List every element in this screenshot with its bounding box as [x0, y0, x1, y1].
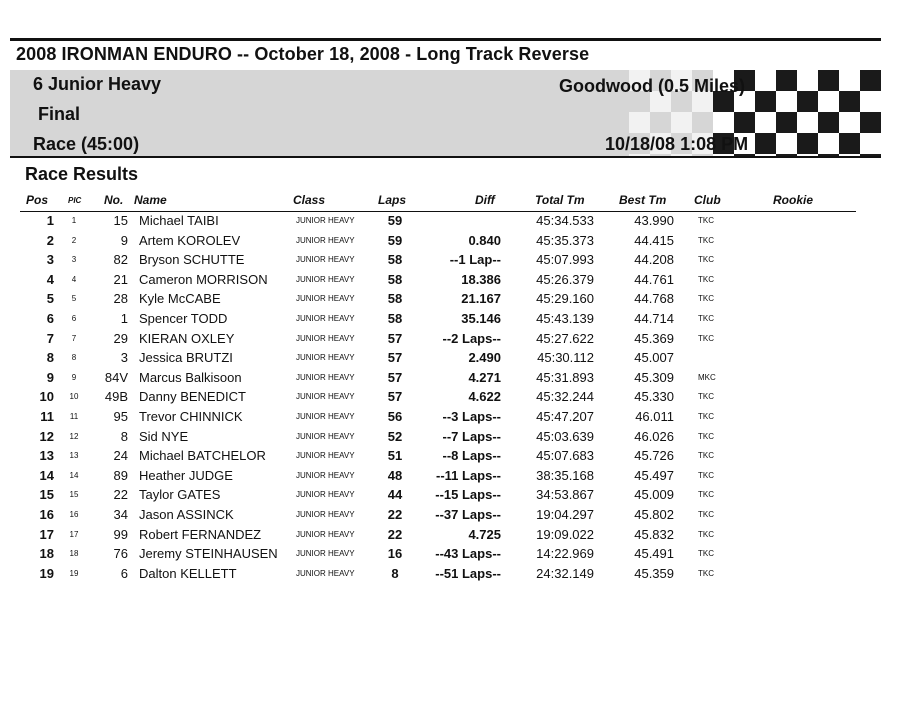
pos-cell: 8 [46, 350, 54, 366]
diff-cell: 4.725 [468, 526, 501, 542]
pic-cell: 8 [71, 353, 77, 363]
car-number-cell: 82 [113, 252, 128, 268]
car-number-cell: 15 [113, 213, 128, 228]
club-cell: TKC [698, 294, 714, 304]
car-number-cell: 29 [113, 330, 128, 346]
laps-cell: 59 [387, 232, 403, 248]
car-number-cell: 84V [104, 369, 128, 385]
table-row [0, 486, 900, 506]
total-time-cell: 45:32.244 [536, 389, 594, 405]
best-time-cell: 45.009 [634, 487, 674, 503]
best-time-cell: 45.007 [634, 350, 674, 366]
club-cell: TKC [698, 490, 714, 500]
diff-cell: 18.386 [461, 271, 501, 287]
col-header-best: Best Tm [619, 193, 667, 207]
club-cell: TKC [698, 255, 714, 265]
best-time-cell: 43.990 [634, 213, 674, 228]
driver-name-cell: Sid NYE [139, 428, 189, 444]
pos-cell: 3 [46, 252, 54, 268]
best-time-cell: 46.026 [634, 428, 674, 444]
table-row [0, 251, 900, 271]
diff-cell: 0.840 [468, 232, 501, 248]
car-number-cell: 8 [120, 428, 128, 444]
table-row [0, 526, 900, 546]
laps-cell: 58 [387, 252, 403, 268]
col-header-class: Class [293, 193, 326, 207]
table-row [0, 310, 900, 330]
class-cell: JUNIOR HEAVY [296, 255, 355, 265]
driver-name-cell: KIERAN OXLEY [139, 330, 235, 346]
class-cell: JUNIOR HEAVY [296, 529, 355, 539]
diff-cell: 21.167 [461, 291, 501, 307]
best-time-cell: 44.768 [634, 291, 674, 307]
results-table [0, 212, 900, 584]
pic-cell: 11 [69, 411, 79, 421]
laps-cell: 8 [391, 565, 399, 581]
club-cell: TKC [698, 216, 714, 225]
club-cell: TKC [698, 392, 714, 402]
driver-name-cell: Danny BENEDICT [139, 389, 246, 405]
laps-cell: 22 [387, 506, 403, 522]
driver-name-cell: Kyle McCABE [139, 291, 221, 307]
class-cell: JUNIOR HEAVY [296, 353, 355, 363]
pos-cell: 11 [40, 408, 54, 424]
pic-cell: 14 [69, 470, 79, 480]
col-header-total: Total Tm [535, 193, 585, 207]
pos-cell: 2 [46, 232, 54, 248]
class-cell: JUNIOR HEAVY [296, 216, 355, 225]
total-time-cell: 45:43.139 [536, 310, 594, 326]
total-time-cell: 45:31.893 [536, 369, 594, 385]
table-row [0, 545, 900, 565]
class-cell: JUNIOR HEAVY [296, 509, 355, 519]
best-time-cell: 44.415 [634, 232, 674, 248]
pic-cell: 15 [69, 490, 79, 500]
col-header-pic: PIC [68, 196, 82, 205]
class-label: 6 Junior Heavy [33, 74, 162, 94]
class-cell: JUNIOR HEAVY [296, 470, 355, 480]
best-time-cell: 45.802 [634, 506, 674, 522]
pic-cell: 6 [71, 313, 77, 323]
laps-cell: 56 [387, 408, 403, 424]
driver-name-cell: Spencer TODD [139, 310, 228, 326]
diff-cell: 4.622 [468, 389, 501, 405]
diff-cell: --15 Laps-- [435, 487, 501, 503]
laps-cell: 57 [387, 350, 403, 366]
pic-cell: 10 [69, 392, 79, 402]
club-cell: TKC [698, 451, 714, 461]
total-time-cell: 45:29.160 [536, 291, 594, 307]
track-label: Goodwood (0.5 Miles) [559, 76, 746, 96]
session-label: Final [38, 104, 81, 124]
best-time-cell: 45.726 [634, 448, 674, 464]
pos-cell: 4 [46, 271, 54, 287]
diff-cell: --51 Laps-- [435, 565, 501, 581]
driver-name-cell: Jeremy STEINHAUSEN [139, 546, 278, 562]
pos-cell: 6 [46, 310, 54, 326]
diff-cell: --8 Laps-- [442, 448, 501, 464]
diff-cell: --7 Laps-- [442, 428, 501, 444]
pos-cell: 5 [46, 291, 54, 307]
pos-cell: 10 [39, 389, 54, 405]
laps-cell: 48 [387, 467, 403, 483]
pos-cell: 1 [46, 213, 54, 228]
club-cell: TKC [698, 568, 714, 578]
driver-name-cell: Jason ASSINCK [139, 506, 234, 522]
car-number-cell: 76 [113, 546, 128, 562]
race-label: Race (45:00) [33, 134, 140, 154]
col-header-club: Club [694, 193, 721, 207]
driver-name-cell: Michael TAIBI [139, 213, 219, 228]
pic-cell: 16 [69, 509, 79, 519]
col-header-laps: Laps [378, 193, 407, 207]
pic-cell: 9 [71, 372, 77, 382]
diff-cell: --37 Laps-- [435, 506, 501, 522]
car-number-cell: 95 [113, 408, 128, 424]
laps-cell: 57 [387, 330, 403, 346]
class-cell: JUNIOR HEAVY [296, 411, 355, 421]
diff-cell: --3 Laps-- [442, 408, 501, 424]
pos-cell: 17 [39, 526, 54, 542]
car-number-cell: 6 [120, 565, 128, 581]
pic-cell: 2 [71, 235, 77, 245]
pos-cell: 18 [39, 546, 54, 562]
club-cell: TKC [698, 549, 714, 559]
table-row [0, 349, 900, 369]
table-row [0, 506, 900, 526]
total-time-cell: 45:47.207 [536, 408, 594, 424]
pic-cell: 1 [71, 216, 77, 225]
laps-cell: 57 [387, 389, 403, 405]
table-row [0, 447, 900, 467]
best-time-cell: 44.714 [634, 310, 674, 326]
best-time-cell: 45.330 [634, 389, 674, 405]
diff-cell: 4.271 [468, 369, 501, 385]
driver-name-cell: Cameron MORRISON [139, 271, 268, 287]
class-cell: JUNIOR HEAVY [296, 451, 355, 461]
laps-cell: 51 [387, 448, 403, 464]
table-row [0, 232, 900, 252]
table-row [0, 428, 900, 448]
laps-cell: 57 [387, 369, 403, 385]
laps-cell: 58 [387, 271, 403, 287]
best-time-cell: 45.497 [634, 467, 674, 483]
driver-name-cell: Robert FERNANDEZ [139, 526, 262, 542]
car-number-cell: 89 [113, 467, 128, 483]
pic-cell: 19 [69, 568, 79, 578]
driver-name-cell: Taylor GATES [139, 487, 221, 503]
pos-cell: 19 [39, 565, 54, 581]
pic-cell: 13 [69, 451, 79, 461]
col-header-diff: Diff [475, 193, 495, 207]
best-time-cell: 45.309 [634, 369, 674, 385]
best-time-cell: 45.359 [634, 565, 674, 581]
car-number-cell: 34 [113, 506, 128, 522]
driver-name-cell: Heather JUDGE [139, 467, 233, 483]
class-cell: JUNIOR HEAVY [296, 549, 355, 559]
total-time-cell: 19:04.297 [536, 506, 594, 522]
best-time-cell: 45.369 [634, 330, 674, 346]
total-time-cell: 45:27.622 [536, 330, 594, 346]
banner-rule [10, 156, 881, 158]
total-time-cell: 34:53.867 [536, 487, 594, 503]
diff-cell: --1 Lap-- [449, 252, 501, 268]
total-time-cell: 45:26.379 [536, 271, 594, 287]
club-cell: TKC [698, 274, 714, 284]
driver-name-cell: Trevor CHINNICK [139, 408, 243, 424]
laps-cell: 22 [387, 526, 403, 542]
car-number-cell: 3 [120, 350, 128, 366]
title-rule [10, 38, 881, 41]
pos-cell: 16 [39, 506, 54, 522]
diff-cell: --43 Laps-- [435, 546, 501, 562]
total-time-cell: 45:35.373 [536, 232, 594, 248]
pic-cell: 3 [71, 255, 77, 265]
total-time-cell: 14:22.969 [536, 546, 594, 562]
col-header-no: No. [104, 193, 124, 207]
club-cell: MKC [698, 372, 716, 382]
laps-cell: 58 [387, 291, 403, 307]
club-cell: TKC [698, 313, 714, 323]
table-row [0, 212, 900, 232]
total-time-cell: 45:07.993 [536, 252, 594, 268]
pos-cell: 7 [46, 330, 54, 346]
driver-name-cell: Artem KOROLEV [139, 232, 241, 248]
table-row [0, 271, 900, 291]
diff-cell: --2 Laps-- [442, 330, 501, 346]
driver-name-cell: Michael BATCHELOR [139, 448, 266, 464]
best-time-cell: 45.832 [634, 526, 674, 542]
car-number-cell: 24 [113, 448, 128, 464]
laps-cell: 59 [387, 213, 403, 228]
class-cell: JUNIOR HEAVY [296, 333, 355, 343]
total-time-cell: 45:30.112 [537, 350, 594, 366]
diff-cell: 2.490 [468, 350, 501, 366]
car-number-cell: 22 [113, 487, 128, 503]
total-time-cell: 45:03.639 [536, 428, 594, 444]
event-datetime: 10/18/08 1:08 PM [605, 134, 749, 154]
pic-cell: 12 [69, 431, 79, 441]
laps-cell: 16 [387, 546, 403, 562]
pos-cell: 9 [46, 369, 54, 385]
club-cell: TKC [698, 431, 714, 441]
best-time-cell: 46.011 [635, 408, 674, 424]
driver-name-cell: Jessica BRUTZI [139, 350, 233, 366]
club-cell: TKC [698, 529, 714, 539]
table-row [0, 330, 900, 350]
car-number-cell: 49B [104, 389, 128, 405]
total-time-cell: 45:34.533 [536, 213, 594, 228]
total-time-cell: 45:07.683 [536, 448, 594, 464]
driver-name-cell: Dalton KELLETT [139, 565, 237, 581]
event-title: 2008 IRONMAN ENDURO -- October 18, 2008 - Long Track Reverse [16, 44, 590, 64]
pos-cell: 15 [39, 487, 54, 503]
section-title: Race Results [25, 164, 139, 184]
laps-cell: 52 [387, 428, 403, 444]
pic-cell: 7 [71, 333, 77, 343]
class-cell: JUNIOR HEAVY [296, 294, 355, 304]
total-time-cell: 38:35.168 [536, 467, 594, 483]
table-row [0, 388, 900, 408]
pos-cell: 12 [39, 428, 54, 444]
club-cell: TKC [698, 509, 714, 519]
club-cell: TKC [698, 235, 714, 245]
table-row [0, 408, 900, 428]
car-number-cell: 1 [120, 310, 128, 326]
total-time-cell: 24:32.149 [536, 565, 594, 581]
class-cell: JUNIOR HEAVY [296, 431, 355, 441]
best-time-cell: 44.761 [634, 271, 674, 287]
class-cell: JUNIOR HEAVY [296, 274, 355, 284]
table-row [0, 565, 900, 585]
best-time-cell: 44.208 [634, 252, 674, 268]
car-number-cell: 21 [113, 271, 128, 287]
class-cell: JUNIOR HEAVY [296, 313, 355, 323]
car-number-cell: 99 [113, 526, 128, 542]
pic-cell: 17 [69, 529, 79, 539]
car-number-cell: 28 [113, 291, 128, 307]
col-header-rookie: Rookie [773, 193, 814, 207]
club-cell: TKC [698, 411, 714, 421]
diff-cell: 35.146 [461, 310, 501, 326]
best-time-cell: 45.491 [634, 546, 674, 562]
club-cell: TKC [698, 470, 714, 480]
laps-cell: 58 [387, 310, 403, 326]
pos-cell: 14 [39, 467, 54, 483]
total-time-cell: 19:09.022 [536, 526, 594, 542]
club-cell: TKC [698, 333, 714, 343]
col-header-name: Name [134, 193, 167, 207]
class-cell: JUNIOR HEAVY [296, 392, 355, 402]
diff-cell: --11 Laps-- [435, 467, 501, 483]
pic-cell: 5 [71, 294, 77, 304]
class-cell: JUNIOR HEAVY [296, 568, 355, 578]
class-cell: JUNIOR HEAVY [296, 235, 355, 245]
table-row [0, 290, 900, 310]
driver-name-cell: Bryson SCHUTTE [139, 252, 245, 268]
class-cell: JUNIOR HEAVY [296, 490, 355, 500]
col-header-pos: Pos [26, 193, 49, 207]
car-number-cell: 9 [120, 232, 128, 248]
table-row [0, 467, 900, 487]
pic-cell: 18 [69, 549, 79, 559]
table-row [0, 369, 900, 389]
laps-cell: 44 [387, 487, 403, 503]
driver-name-cell: Marcus Balkisoon [139, 369, 242, 385]
pic-cell: 4 [71, 274, 77, 284]
class-cell: JUNIOR HEAVY [296, 372, 355, 382]
pos-cell: 13 [39, 448, 54, 464]
